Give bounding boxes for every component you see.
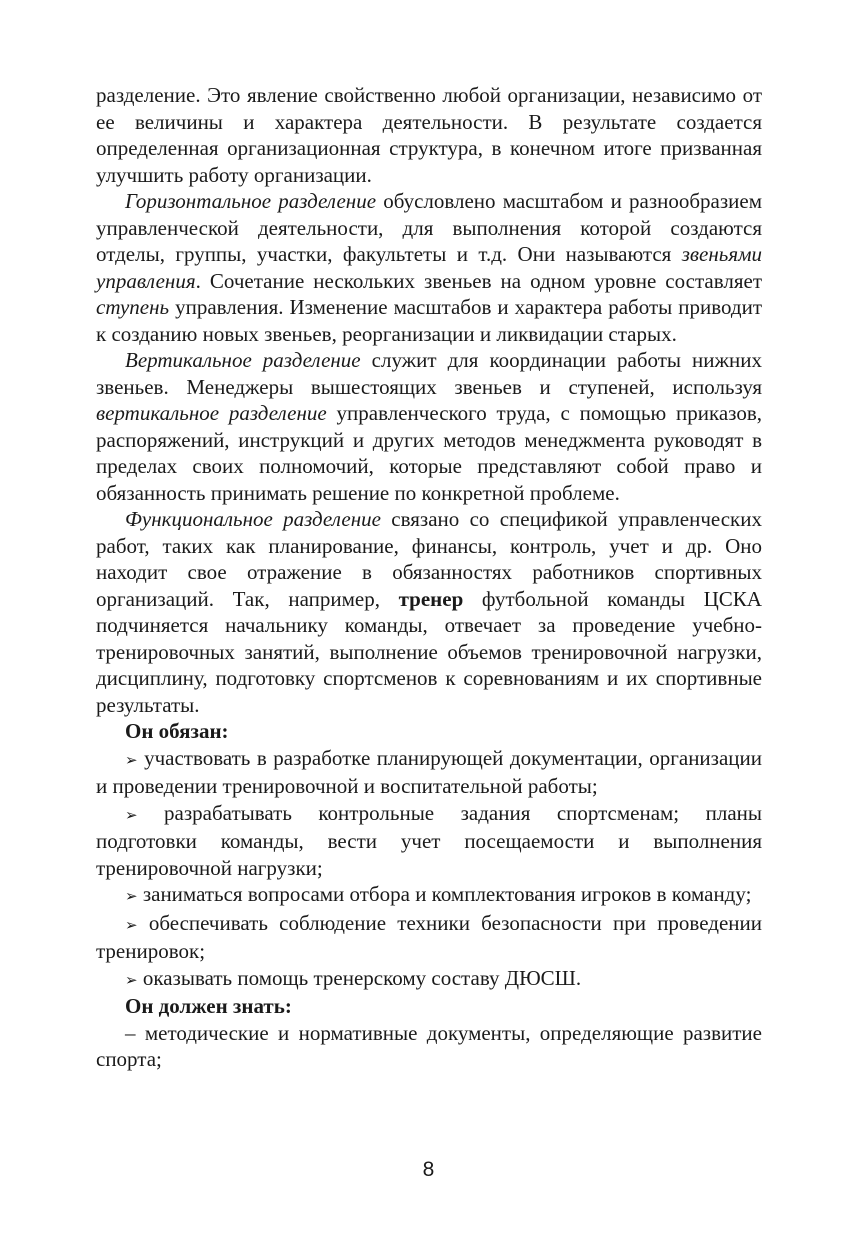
text-segment: . Сочетание нескольких звеньев на одном уровне составляет	[195, 268, 762, 293]
duty-item	[96, 745, 762, 800]
text-segment: управленческого труда, с помощью приказов, распоряжений, инструкций и других методов менеджмента руководят в пределах своих полномочий, которые представляют собой право и обязанность принимать решение по конкретной проблеме.	[96, 401, 762, 505]
duty-text: разрабатывать контрольные задания спортсменам; планы подготовки команды, вести учет посещаемости и выполнения тренировочной нагрузки;	[96, 800, 762, 880]
term-management-links: звеньями управления	[96, 242, 762, 293]
knowledge-item: – методические и нормативные документы, определяющие развитие спорта;	[96, 1020, 762, 1071]
term-management-level: ступень	[96, 295, 170, 319]
arrow-bullet-icon: ➢	[125, 750, 138, 769]
duty-text: заниматься вопросами отбора и комплектования игроков в команду;	[142, 882, 752, 906]
arrow-bullet-icon: ➢	[125, 805, 138, 824]
duties-heading: Он обязан:	[125, 719, 229, 743]
duty-text: обеспечивать соблюдение техники безопасности при проведении тренировок;	[96, 910, 762, 963]
term-functional-division: Функциональное разделение	[125, 507, 381, 531]
paragraph-functional-division	[96, 506, 762, 718]
paragraph-horizontal-division	[96, 188, 762, 347]
duty-item	[96, 881, 762, 910]
paragraph-vertical-division	[96, 347, 762, 506]
duty-item	[96, 800, 762, 882]
arrow-bullet-icon: ➢	[125, 915, 138, 934]
arrow-bullet-icon: ➢	[125, 887, 138, 905]
text-segment: футбольной команды ЦСКА подчиняется начальнику команды, отвечает за проведение учебно-тренировочных занятий, выполнение объемов тренировочной нагрузки, дисциплину, подготовку спортсменов к соревнованиям и их спортивные результаты.	[96, 586, 762, 717]
text-segment: обусловлено масштабом и разнообразием управленческой деятельности, для выполнения которой создаются отделы, группы, участки, факультеты и т.д. Они называются	[96, 189, 762, 266]
arrow-bullet-icon: ➢	[125, 970, 138, 989]
duty-item	[96, 965, 762, 994]
page-number: 8	[422, 1158, 435, 1181]
knowledge-heading: Он должен знать:	[125, 994, 292, 1018]
text-segment: служит для координации работы нижних звеньев. Менеджеры вышестоящих звеньев и ступеней, используя	[96, 348, 762, 399]
text-segment: связано со спецификой управленческих работ, таких как планирование, финансы, контроль, учет и др. Оно находит свое отражение в обязанностях работников спортивных организаций. Так, например,	[96, 507, 762, 611]
duty-text: оказывать помощь тренерскому составу ДЮСШ.	[142, 965, 582, 990]
term-vertical-division-repeat: вертикальное разделение	[96, 401, 327, 425]
term-horizontal-division: Горизонтальное разделение	[125, 189, 377, 213]
term-coach: тренер	[398, 586, 464, 611]
duty-text: участвовать в разработке планирующей документации, организации и проведении тренировочной и воспитательной работы;	[96, 745, 762, 798]
paragraph-intro: разделение. Это явление свойственно любой организации, независимо от ее величины и характера деятельности. В результате создается определенная организационная структура, в конечном итоге призванная улучшить работу организации.	[96, 83, 762, 187]
page-body	[96, 82, 762, 1073]
duty-item	[96, 910, 762, 965]
text-segment: управления. Изменение масштабов и характера работы приводит к созданию новых звеньев, реорганизации и ликвидации старых.	[96, 295, 762, 346]
term-vertical-division: Вертикальное разделение	[125, 348, 361, 372]
